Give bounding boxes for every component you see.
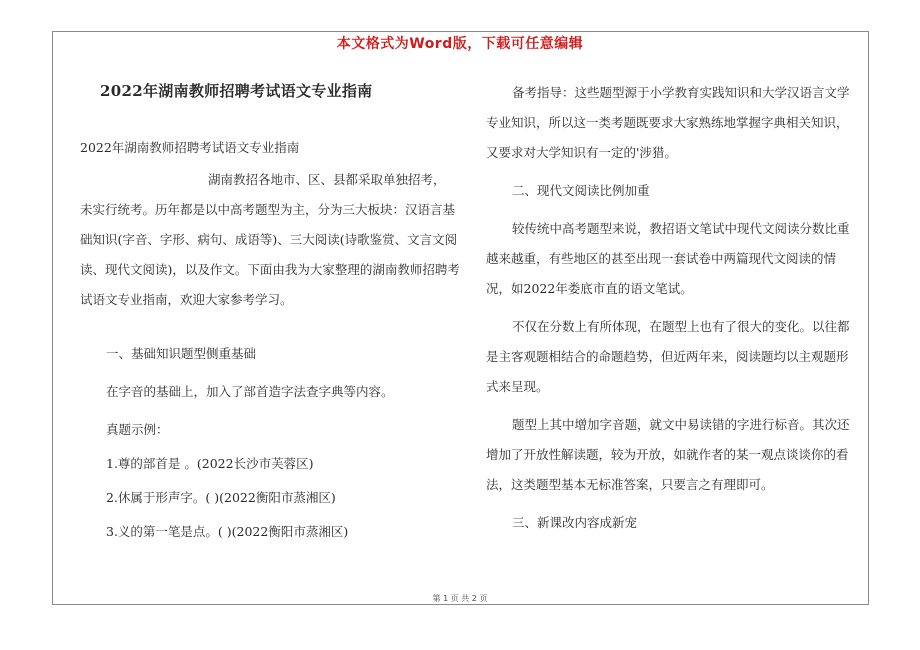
left-column (80, 80, 460, 547)
document-title: 2022年湖南教师招聘考试语文专业指南 (100, 82, 373, 100)
section2-paragraph-1: 较传统中高考题型来说，教招语文笔试中现代文阅读分数比重越来越重，有些地区的甚至出现一套试卷中两篇现代文阅读的情况，如2022年娄底市直的语文笔试。 (486, 221, 850, 296)
prep-guide-paragraph: 备考指导：这些题型源于小学教育实践知识和大学汉语言文学专业知识，所以这一类考题既要求大家熟练地掌握字典相关知识，又要求对大学知识有一定的'涉猎。 (486, 85, 850, 160)
right-column (486, 78, 858, 538)
section2-paragraph-2: 不仅在分数上有所体现，在题型上也有了很大的变化。以往都是主客观题相结合的命题趋势，但近两年来，阅读题均以主观题形式来呈现。 (486, 319, 850, 394)
word-format-banner: 本文格式为Word版，下载可任意编辑 (336, 36, 584, 52)
page-number-footer: 第 1 页 共 2 页 (432, 594, 488, 603)
examples-label: 真题示例： (106, 422, 169, 437)
section1-heading: 一、基础知识题型侧重基础 (106, 346, 257, 361)
intro-rest: 未实行统考。历年都是以中高考题型为主，分为三大板块：汉语言基础知识(字音、字形、病句、成语等)、三大阅读(诗歌鉴赏、文言文阅读、现代文阅读)，以及作文。下面由我为大家整理的湖南教师招聘考试语文专业指南，欢迎大家参考学习。 (80, 202, 460, 307)
example-item: 3.义的第一笔是点。( )(2022衡阳市蒸湘区) (106, 524, 349, 539)
section2-heading: 二、现代文阅读比例加重 (512, 183, 650, 198)
section3-heading: 三、新课改内容成新宠 (512, 515, 638, 530)
section1-paragraph: 在字音的基础上，加入了部首造字法查字典等内容。 (106, 384, 394, 399)
section2-paragraph-3: 题型上其中增加字音题，就文中易读错的字进行标音。其次还增加了开放性解读题，较为开放，如就作者的某一观点谈谈你的看法，这类题型基本无标准答案，只要言之有理即可。 (486, 417, 850, 492)
intro-paragraph (80, 165, 460, 315)
example-item: 1.尊的部首是 。(2022长沙市芙蓉区) (106, 456, 314, 471)
document-subtitle: 2022年湖南教师招聘考试语文专业指南 (80, 140, 300, 155)
example-item: 2.休属于形声字。( )(2022衡阳市蒸湘区) (106, 490, 336, 505)
intro-first-line: 湖南教招各地市、区、县都采取单独招考， (208, 172, 446, 187)
